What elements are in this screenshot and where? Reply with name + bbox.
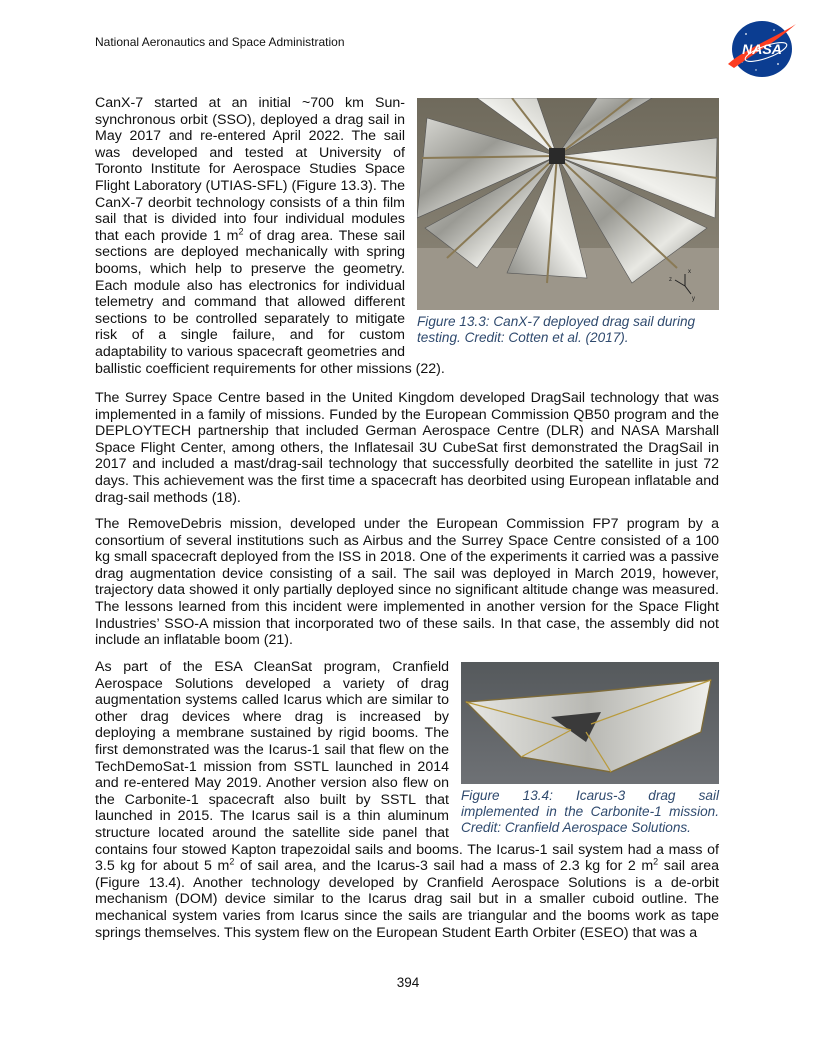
axis-x-label: x (688, 269, 691, 275)
axis-y-label: y (692, 296, 695, 302)
icarus-3-drag-sail-photo (461, 662, 719, 784)
figure-13-4-caption: Figure 13.4: Icarus-3 drag sail implemented in the Carbonite-1 mission. Credit: Cranfield Aerospace Solutions. (461, 788, 719, 835)
paragraph-surrey-dragsail: The Surrey Space Centre based in the United Kingdom developed DragSail technology that was implemented in a family of missions. Funded by the European Commission QB50 program and the DEPLOYTECH partnership that included German Aerospace Centre (DLR) and NASA Marshall Space Flight Center, among others, the Inflatesail 3U CubeSat first demonstrated the DragSail in 2017 and included a mast/drag-sail technology that successfully deorbited the satellite in just 72 days. This achievement was the first time a spacecraft has deorbited using European inflatable and drag-sail methods (18). (95, 390, 719, 506)
canx7-drag-sail-photo (417, 98, 719, 310)
figure-13-3 (417, 98, 719, 346)
figure-13-4 (461, 662, 719, 836)
axis-z-label: z (669, 277, 672, 283)
nasa-logo-text: NASA (742, 41, 782, 57)
header-org: National Aeronautics and Space Administration (95, 35, 345, 49)
nasa-logo (726, 18, 798, 80)
canx7-text-a: CanX-7 started at an initial ~700 km Sun-synchronous orbit (SSO), deployed a drag sail in May 2017 and re-entered April 2022. The sail was developed and tested at University of Toronto Institute for Aerospace Studies Space Flight Laboratory (UTIAS-SFL) (Figure 13.3). The CanX-7 deorbit technology consists of a thin film sail that is divided into four individual modules that each provide 1 m (95, 95, 405, 244)
icarus-text-b: of sail area, and the Icarus-3 sail had a mass of 2.3 kg for 2 m (234, 858, 654, 875)
icarus-superscript-1: 2 (229, 856, 235, 867)
icarus-text-c: sail area (Figure 13.4). Another technology developed by Cranfield Aerospace Solutions is a de-orbit mechanism (DOM) device similar to the Icarus drag sail but in a smaller cuboid outline. The mechanical system varies from Icarus since the sails are triangular and the booms work as tape springs themselves. This system flew on the European Student Earth Orbiter (ESEO) that was a (95, 858, 719, 941)
icarus-text-a: As part of the ESA CleanSat program, Cranfield Aerospace Solutions developed a variety of drag augmentation systems called Icarus which are similar to other drag devices where drag is increased by deploying a membrane sustained by rigid booms. The first demonstrated was the Icarus-1 sail that flew on the TechDemoSat-1 mission from SSTL launched in 2014 and re-entered May 2019. Another version also flew on the Carbonite-1 spacecraft also built by SSTL that launched in 2015. The Icarus sail is a thin aluminum structure located around the satellite side panel that contains four stowed Kapton trapezoidal sails and booms. The Icarus-1 sail system had a mass of 3.5 kg for about 5 m (95, 659, 719, 875)
canx7-text-b: of drag area. These sail sections are deployed mechanically with spring booms, which help to preserve the geometry. Each module also has electronics for individual telemetry and command that allowed different sections to be controlled separately to mitigate risk of a single failure, and for custom adaptability to various spacecraft geometries and ballistic coefficient requirements for other missions (22). (95, 227, 445, 377)
paragraph-canx7 (95, 95, 719, 377)
paragraph-icarus (95, 659, 719, 941)
page-number: 394 (396, 975, 420, 990)
canx7-superscript: 2 (238, 226, 244, 237)
figure-13-3-caption: Figure 13.3: CanX-7 deployed drag sail during testing. Credit: Cotten et al. (2017). (417, 314, 696, 345)
paragraph-removedebris: The RemoveDebris mission, developed under the European Commission FP7 program by a consortium of several institutions such as Airbus and the Surrey Space Centre consisted of a 100 kg small spacecraft deployed from the ISS in 2018. One of the experiments it carried was a passive drag augmentation device consisting of a sail. The sail was deployed in March 2019, however, trajectory data showed it only partially deployed since no significant altitude change was measured. The lessons learned from this incident were implemented in another version for the Space Flight Industries’ SSO-A mission that incorporated two of these sails. In that case, the assembly did not include an inflatable boom (21). (95, 516, 719, 649)
icarus-superscript-2: 2 (653, 856, 659, 867)
